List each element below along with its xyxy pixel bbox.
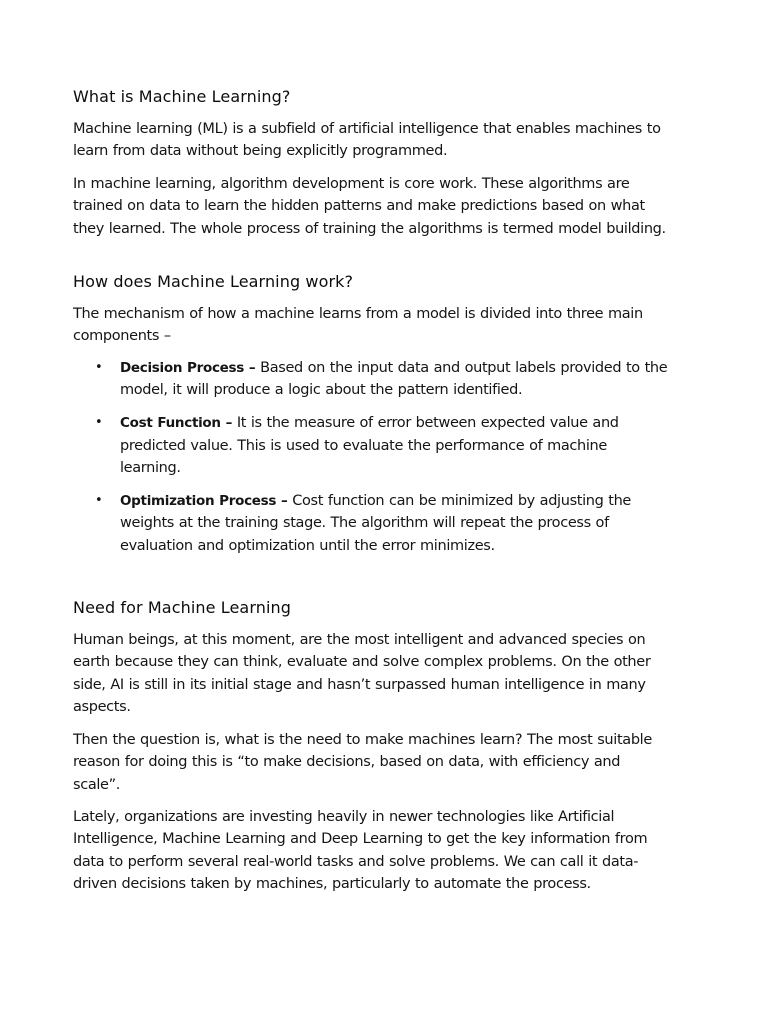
section-heading-what-is-ml: What is Machine Learning? bbox=[73, 87, 291, 106]
bullet-icon: • bbox=[95, 493, 103, 509]
list-item-decision-process bbox=[73, 357, 670, 402]
components-list bbox=[73, 357, 673, 568]
list-item-text: Based on the input data and output labels provided to the model, it will produce a logic about the pattern identified. bbox=[120, 360, 668, 399]
list-item-optimization-process bbox=[73, 490, 670, 557]
section-heading-how-ml-works: How does Machine Learning work? bbox=[73, 272, 354, 291]
section-heading-need-for-ml: Need for Machine Learning bbox=[73, 598, 292, 617]
list-item-term: Decision Process – bbox=[120, 360, 256, 376]
paragraph-ml-definition: Machine learning (ML) is a subfield of artificial intelligence that enables machines to learn from data without being explicitly programmed. bbox=[73, 121, 661, 160]
list-item-text: Cost function can be minimized by adjusting the weights at the training stage. The algorithm will repeat the process of evaluation and optimization until the error minimizes. bbox=[120, 493, 631, 554]
list-item-term: Cost Function – bbox=[120, 415, 233, 432]
paragraph-mechanism-intro: The mechanism of how a machine learns from a model is divided into three main components – bbox=[73, 306, 643, 345]
list-item-cost-function bbox=[73, 412, 670, 479]
bullet-icon: • bbox=[95, 415, 103, 431]
paragraph-human-intelligence: Human beings, at this moment, are the most intelligent and advanced species on earth because they can think, evaluate and solve complex problems. On the other side, AI is still in its initial stage and hasn’t surpassed human intelligence in many aspects. bbox=[73, 632, 651, 716]
bullet-icon: • bbox=[95, 360, 103, 375]
paragraph-algorithm-development: In machine learning, algorithm development is core work. These algorithms are trained on data to learn the hidden patterns and make predictions based on what they learned. The whole process of training the algorithms is termed model building. bbox=[73, 176, 666, 237]
list-item-text: It is the measure of error between expected value and predicted value. This is used to evaluate the performance of machine learning. bbox=[120, 415, 619, 477]
paragraph-organizations-investing: Lately, organizations are investing heavily in newer technologies like Artificial Intelligence, Machine Learning and Deep Learning to get the key information from data to perform several real-world tasks and solve problems. We can call it data-driven decisions taken by machines, particularly to automate the process. bbox=[73, 809, 648, 893]
list-item-term: Optimization Process – bbox=[120, 493, 288, 510]
paragraph-need-to-learn: Then the question is, what is the need to make machines learn? The most suitable reason for doing this is “to make decisions, based on data, with efficiency and scale”. bbox=[73, 732, 652, 793]
